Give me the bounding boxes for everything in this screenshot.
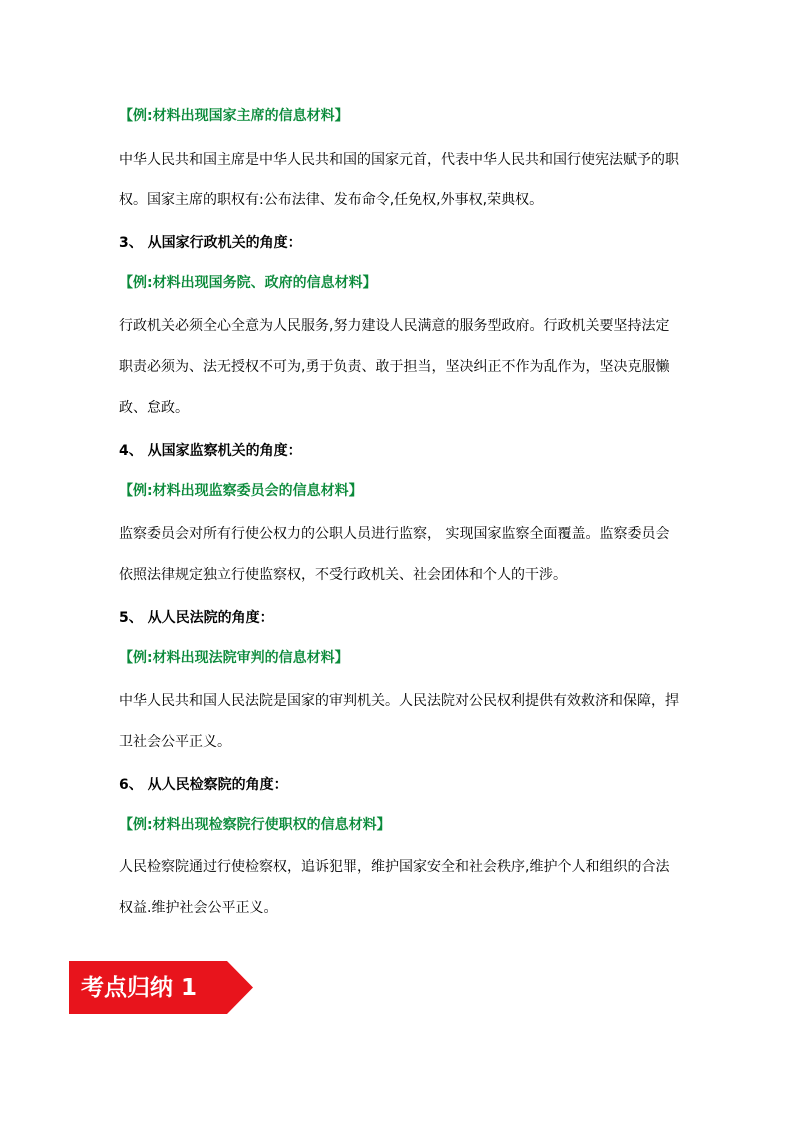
paragraph-line: 中华人民共和国人民法院是国家的审判机关。人民法院对公民权利提供有效救济和保障，捍: [119, 693, 679, 709]
key-points-summary-badge: [69, 961, 253, 1014]
paragraph-line: 监察委员会对所有行使公权力的公职人员进行监察， 实现国家监察全面覆盖。监察委员会: [119, 526, 670, 542]
section-heading-supervisory-organs: 4、 从国家监察机关的角度：: [119, 443, 302, 459]
paragraph-line: 人民检察院通过行使检察权，追诉犯罪，维护国家安全和社会秩序,维护个人和组织的合法: [119, 859, 670, 875]
paragraph-line: 依照法律规定独立行使监察权，不受行政机关、社会团体和个人的干涉。: [119, 567, 567, 583]
example-heading-state-council: 【例:材料出现国务院、政府的信息材料】: [119, 275, 377, 291]
section-heading-procuratorate: 6、 从人民检察院的角度：: [119, 777, 288, 793]
section-heading-peoples-court: 5、 从人民法院的角度：: [119, 610, 274, 626]
section-heading-administrative-organs: 3、 从国家行政机关的角度：: [119, 235, 302, 251]
example-heading-state-president: 【例:材料出现国家主席的信息材料】: [119, 108, 349, 124]
example-heading-supervisory-commission: 【例:材料出现监察委员会的信息材料】: [119, 483, 363, 499]
paragraph-line: 职责必须为、法无授权不可为,勇于负责、敢于担当，坚决纠正不作为乱作为，坚决克服懒: [119, 359, 670, 375]
paragraph-line: 中华人民共和国主席是中华人民共和国的国家元首，代表中华人民共和国行使宪法赋予的职: [119, 152, 679, 168]
example-heading-procuratorate-powers: 【例:材料出现检察院行使职权的信息材料】: [119, 817, 391, 833]
paragraph-line: 权。国家主席的职权有:公布法律、发布命令,任免权,外事权,荣典权。: [119, 192, 544, 208]
badge-label: 考点归纳 1: [81, 975, 198, 1001]
paragraph-line: 行政机关必须全心全意为人民服务,努力建设人民满意的服务型政府。行政机关要坚持法定: [119, 318, 670, 334]
paragraph-line: 政、怠政。: [119, 400, 189, 416]
paragraph-line: 权益.维护社会公平正义。: [119, 900, 278, 916]
paragraph-line: 卫社会公平正义。: [119, 734, 231, 750]
example-heading-court-trial: 【例:材料出现法院审判的信息材料】: [119, 650, 349, 666]
